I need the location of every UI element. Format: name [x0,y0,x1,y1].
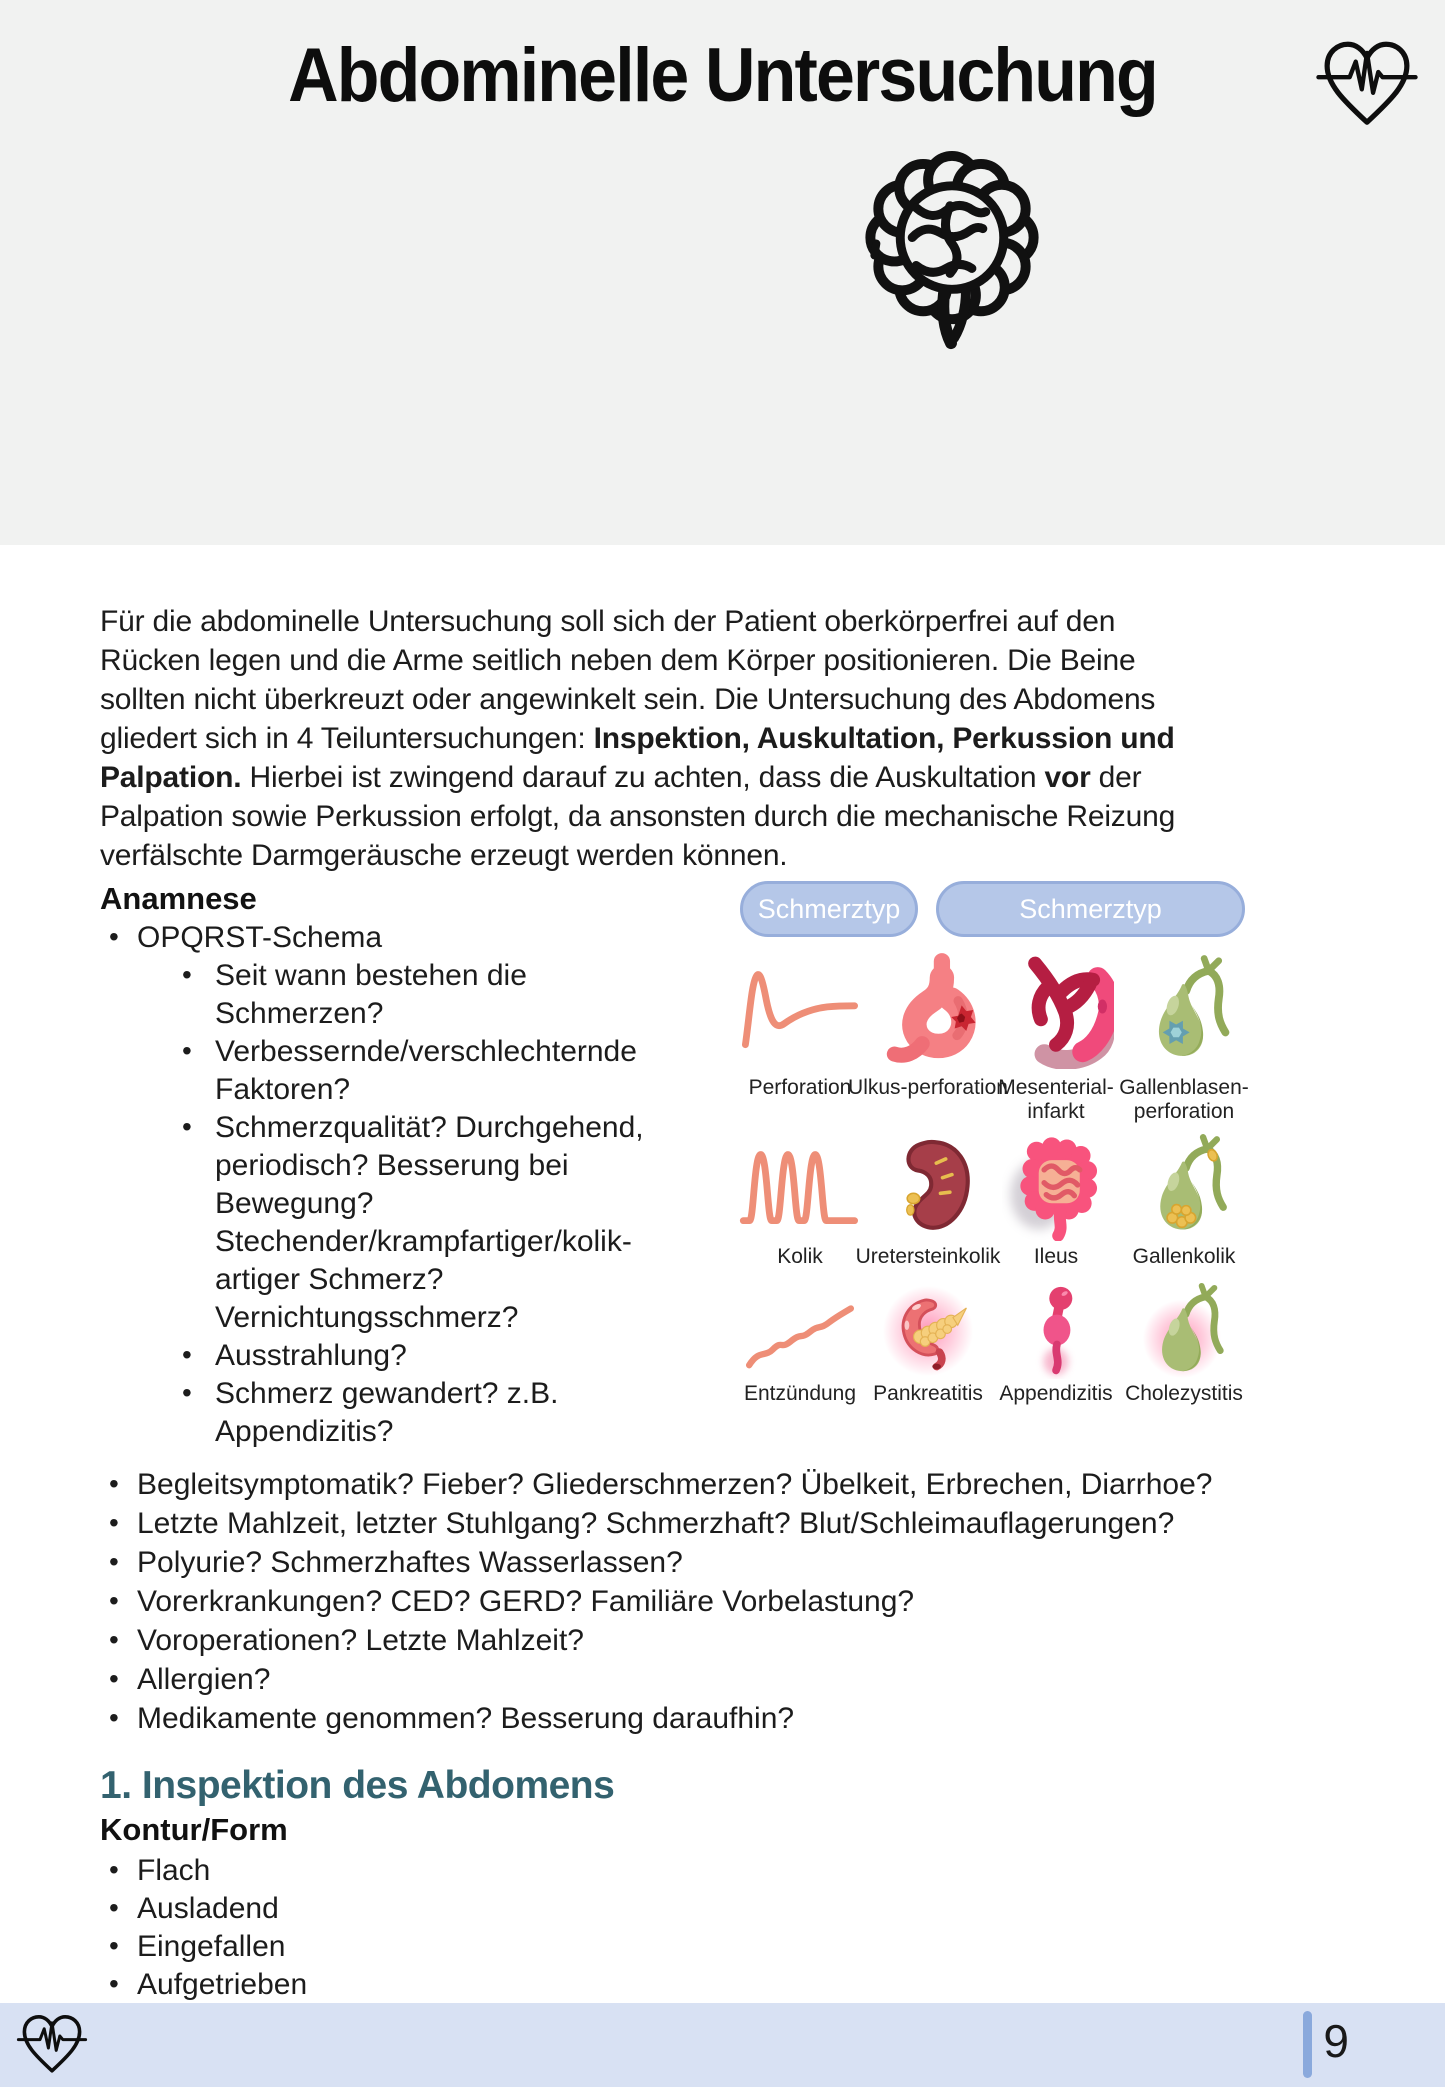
heart-ekg-icon [16,2011,88,2079]
figure-cell [1124,1283,1244,1420]
figure-cell [740,1283,860,1420]
stomach-ulcer-icon [870,951,986,1069]
list-item: • Flach [100,1852,1350,1890]
intro-line: verfälschte Darmgeräusche erzeugt werden können. [100,839,788,872]
schmerztyp-tag-right: Schmerztyp [936,881,1245,937]
intestine-icon [828,146,1076,360]
figure-cell [1124,1130,1244,1283]
page-footer [0,2003,1445,2087]
figure-cell [740,947,860,1130]
intro-line: sollten nicht überkreuzt oder angewinkelt sein. Die Untersuchung des Abdomens [100,683,1156,716]
page-content [100,602,1350,2042]
pancreas-inflamed-icon [880,1283,976,1379]
figure-label: Perforation [748,1076,852,1099]
figure-label: Gallenkolik [1132,1244,1236,1268]
gallbladder-perforation-icon [1128,952,1240,1068]
anamnese-heading: Anamnese [100,881,257,916]
figure-label: Cholezystitis [1125,1381,1243,1405]
figure-cell [1119,947,1249,1130]
figure-cell [868,1283,988,1420]
pain-type-figure [740,881,1249,1451]
intro-line: Rücken legen und die Arme seitlich neben dem Körper positionieren. Die Beine [100,644,1136,677]
page-number: 9 [1323,2015,1349,2067]
page-title: Abdominelle Untersuchung [288,33,1157,118]
figure-label: Kolik [777,1244,823,1268]
list-item: • OPQRST-Schema [100,919,680,957]
figure-cell [848,947,1008,1130]
list-item: • Eingefallen [100,1928,1350,1966]
list-item: • Begleitsymptomatik? Fieber? Gliederschmerzen? Übelkeit, Erbrechen, Diarrhoe? [100,1465,1350,1504]
list-item: • Ausstrahlung? [173,1337,680,1375]
list-item: • Letzte Mahlzeit, letzter Stuhlgang? Schmerzhaft? Blut/Schleimauflagerungen? [100,1504,1350,1543]
intestine-pink-icon [1002,1131,1110,1241]
inspektion-heading: 1. Inspektion des Abdomens [100,1764,615,1807]
list-item: • Seit wann bestehen die Schmerzen? [173,957,680,1033]
appendix-inflamed-icon [1008,1283,1104,1379]
page-number-bar [1303,2011,1312,2078]
intro-line: gliedert sich in 4 Teiluntersuchungen: Inspektion, Auskultation, Perkussion und [100,722,1175,755]
list-item: • Schmerzqualität? Durchgehend, periodisch? Besserung bei Bewegung? Stechender/krampfartiger/kolik-artiger Schmerz? Vernichtungsschmerz? [173,1109,680,1337]
list-item: • Medikamente genommen? Besserung daraufhin? [100,1699,1350,1738]
figure-label: Ulkus-perforation [848,1076,1008,1099]
figure-cell [996,1283,1116,1420]
figure-label: Uretersteinkolik [855,1244,1001,1268]
intro-line: Palpation sowie Perkussion erfolgt, da ansonsten durch die mechanische Reizung [100,800,1176,833]
mesenteric-vessels-icon [998,951,1114,1069]
figure-label: Appendizitis [999,1381,1113,1405]
colic-pain-curve-icon [737,1138,863,1234]
list-item: • Ausladend [100,1890,1350,1928]
inflammation-pain-curve-icon [738,1287,862,1375]
figure-label: Pankreatitis [873,1381,983,1405]
figure-cell [855,1130,1001,1283]
page-header [0,0,1445,545]
list-item: • Vorerkrankungen? CED? GERD? Familiäre Vorbelastung? [100,1582,1350,1621]
anamnese-wide-list [100,1465,1350,1738]
list-item: • Allergien? [100,1660,1350,1699]
list-item: • Verbessernde/verschlechternde Faktoren? [173,1033,680,1109]
figure-label: Entzündung [743,1381,857,1405]
intro-paragraph [100,602,1350,875]
schmerztyp-tag-left: Schmerztyp [740,881,918,937]
sudden-pain-curve-icon [737,960,863,1060]
figure-label: Mesenterial-infarkt [998,1076,1114,1123]
anamnese-list [100,919,680,957]
figure-label: Ileus [1033,1244,1079,1268]
list-item: • Schmerz gewandert? z.B. Appendizitis? [173,1375,680,1451]
figure-cell [740,1130,860,1283]
kontur-form-subheading: Kontur/Form [100,1812,288,1847]
intro-line: Palpation. Hierbei ist zwingend darauf zu achten, dass die Auskultation vor der [100,761,1142,794]
figure-cell [996,1130,1116,1283]
kidney-stone-icon [876,1133,980,1239]
figure-cell [996,947,1116,1130]
figure-label: Gallenblasen-perforation [1119,1076,1249,1123]
opqrst-sublist [173,957,680,1451]
list-item: • Polyurie? Schmerzhaftes Wasserlassen? [100,1543,1350,1582]
gallbladder-inflamed-icon [1135,1282,1233,1380]
intro-line: Für die abdominelle Untersuchung soll sich der Patient oberkörperfrei auf den [100,605,1116,638]
anamnese-section [100,881,680,1451]
gallbladder-stones-icon [1131,1132,1237,1240]
list-item: • Aufgetrieben [100,1966,1350,2004]
pain-type-grid [740,947,1249,1420]
heart-ekg-icon [1315,36,1419,134]
list-item: • Voroperationen? Letzte Mahlzeit? [100,1621,1350,1660]
